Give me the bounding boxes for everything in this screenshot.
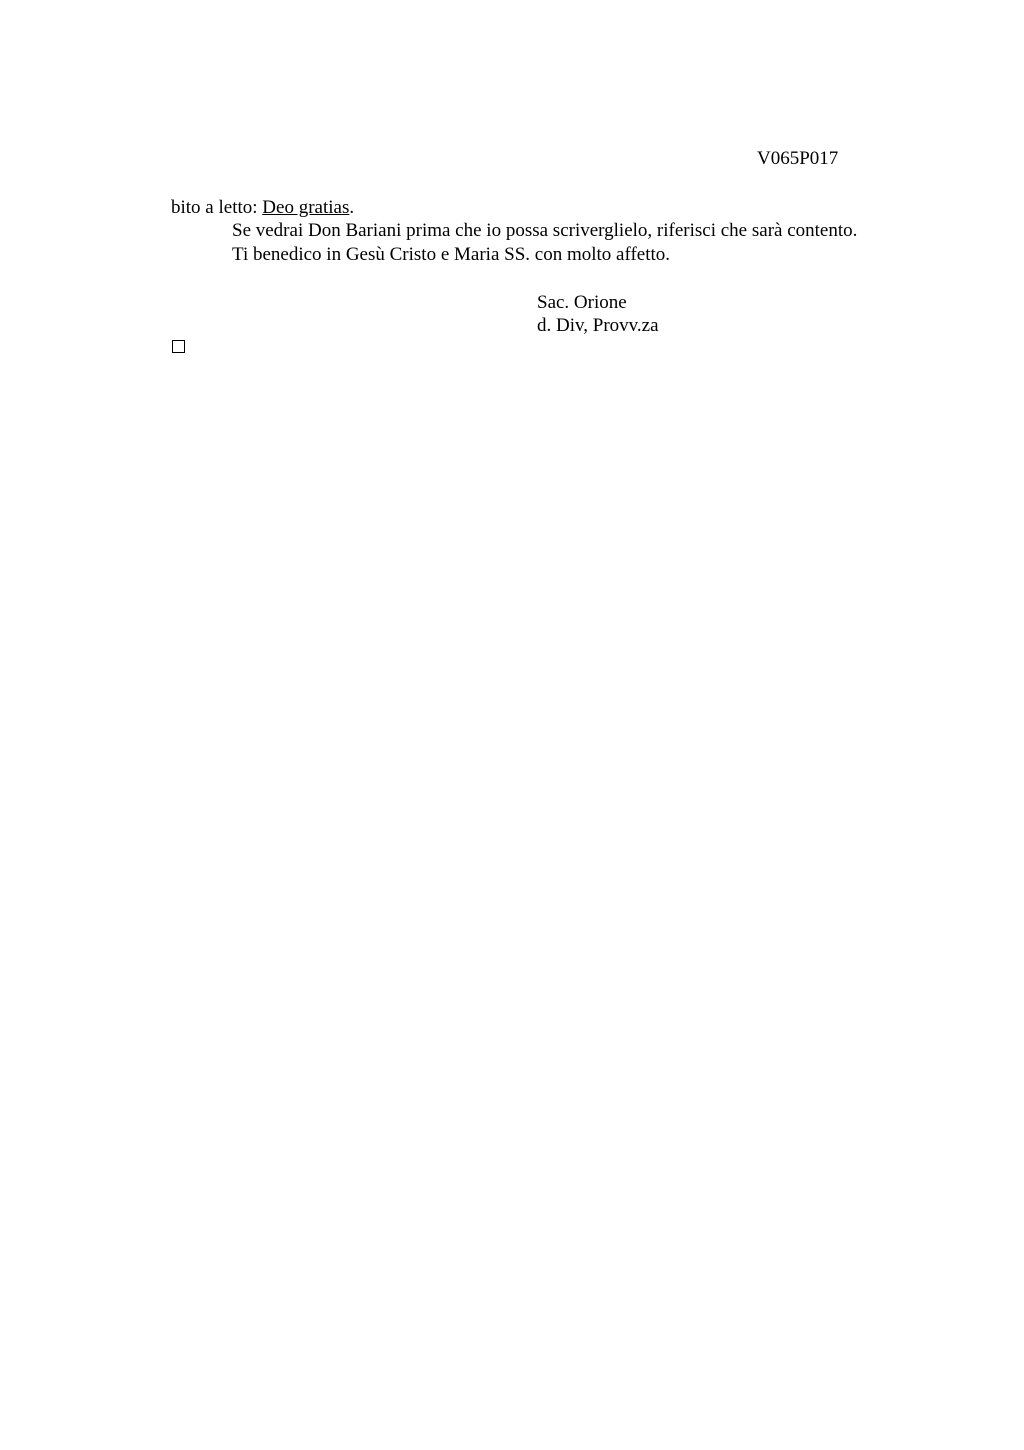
signature-title: d. Div, Provv.za — [537, 315, 659, 336]
text-line-1 — [171, 196, 354, 220]
underlined-phrase: Deo gratias — [262, 197, 350, 218]
page-reference: V065P017 — [757, 148, 839, 169]
empty-square-icon — [172, 340, 185, 353]
text-line-1-before: bito a letto: — [171, 197, 263, 218]
text-line-1-after: . — [349, 197, 355, 218]
text-line-2: Se vedrai Don Bariani prima che io possa scriverglielo, riferisci che sarà contento. — [232, 220, 858, 241]
signature-name: Sac. Orione — [537, 292, 627, 313]
text-line-3: Ti benedico in Gesù Cristo e Maria SS. con molto affetto. — [232, 244, 671, 265]
